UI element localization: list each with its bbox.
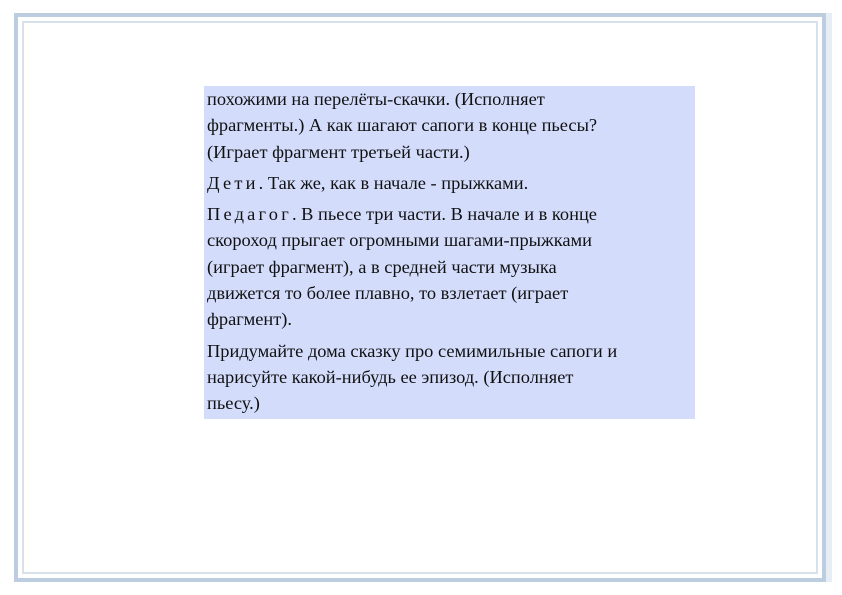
text-line: В пьесе три части. В начале и в конце bbox=[301, 204, 597, 225]
text-line: Придумайте дома сказку про семимильные сапоги и bbox=[207, 340, 618, 361]
speaker-label: Дети bbox=[207, 172, 259, 193]
text-line: пьесу.) bbox=[207, 393, 260, 414]
text-line: фрагмент). bbox=[207, 309, 292, 330]
text-line: (играет фрагмент), а в средней части музыка bbox=[207, 256, 557, 277]
paragraph-4 bbox=[207, 338, 693, 417]
paragraph-3: Педагог. В пьесе три части. В начале и в конце скороход прыгает огромными шагами-прыжками (играет фрагмент), а в средней части музыка движется то более плавно, то взлетает (играет фрагмент). bbox=[207, 204, 597, 330]
text-line: Так же, как в начале - прыжками. bbox=[267, 172, 529, 193]
paragraph-1 bbox=[207, 86, 693, 165]
text-line: фрагменты.) А как шагают сапоги в конце пьесы? bbox=[207, 115, 598, 136]
text-line: похожими на перелёты-скачки. (Исполняет bbox=[207, 89, 545, 109]
text-block bbox=[204, 86, 695, 419]
speaker-label: Педагог bbox=[207, 204, 292, 225]
text-line: нарисуйте какой-нибудь ее эпизод. (Исполняет bbox=[207, 366, 574, 387]
text-line: движется то более плавно, то взлетает (играет bbox=[207, 283, 569, 304]
text-line: скороход прыгает огромными шагами-прыжками bbox=[207, 230, 593, 251]
frame-shadow bbox=[826, 13, 832, 582]
paragraph-2: Дети. Так же, как в начале - прыжками. bbox=[207, 172, 529, 193]
text-line: (Играет фрагмент третьей части.) bbox=[207, 141, 470, 162]
